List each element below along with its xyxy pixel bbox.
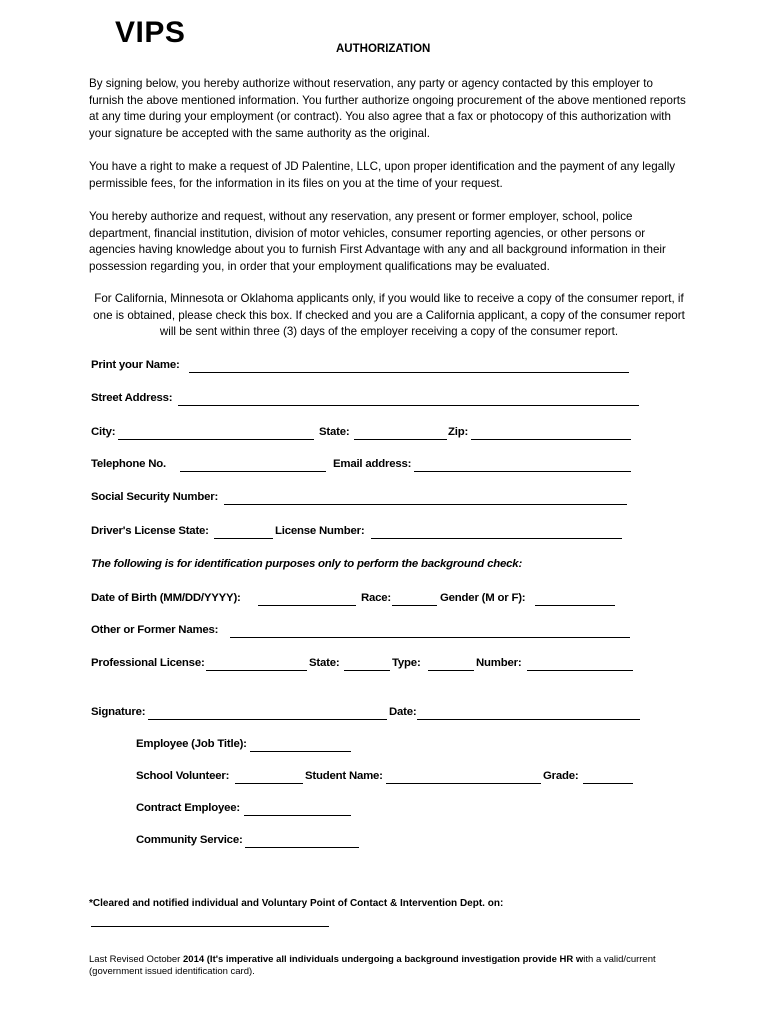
gender-label: Gender (M or F): [440, 592, 526, 604]
state-label: State: [319, 426, 350, 438]
dob-field[interactable] [258, 605, 356, 606]
vips-logo: VIPS [115, 16, 186, 49]
footer-text-bold: 2014 (It's imperative all individuals undergoing a background investigation provide HR w [183, 954, 584, 965]
employee-title-field[interactable] [250, 751, 351, 752]
professional-number-label: Number: [476, 657, 522, 669]
employee-title-label: Employee (Job Title): [136, 738, 247, 750]
revision-footer [89, 954, 669, 978]
professional-state-field[interactable] [344, 670, 390, 671]
dl-state-label: Driver's License State: [91, 525, 209, 537]
ssn-label: Social Security Number: [91, 491, 219, 503]
other-names-field[interactable] [230, 637, 630, 638]
license-number-field[interactable] [371, 538, 622, 539]
telephone-label: Telephone No. [91, 458, 167, 470]
page-title: AUTHORIZATION [336, 43, 431, 55]
footer-text-start: Last Revised October [89, 954, 183, 965]
other-names-label: Other or Former Names: [91, 624, 219, 636]
date-label: Date: [389, 706, 417, 718]
cleared-date-field[interactable] [91, 926, 329, 927]
professional-type-field[interactable] [428, 670, 474, 671]
email-field[interactable] [414, 471, 631, 472]
community-service-label: Community Service: [136, 834, 243, 846]
state-field[interactable] [354, 439, 447, 440]
professional-state-label: State: [309, 657, 340, 669]
contract-employee-label: Contract Employee: [136, 802, 240, 814]
identification-note: The following is for identification purposes only to perform the background check: [91, 558, 523, 570]
authorization-paragraph-3: You hereby authorize and request, without any reservation, any present or former employer, school, police department, financial institution, division of motor vehicles, consumer reporting agencies, or other persons or agencies having knowledge about you to furnish First Advantage with any and all background information in their possession regarding you, in order that your employment qualifications may be evaluated. [89, 210, 666, 273]
license-number-label: License Number: [275, 525, 365, 537]
city-label: City: [91, 426, 116, 438]
professional-license-label: Professional License: [91, 657, 205, 669]
student-name-field[interactable] [386, 783, 541, 784]
city-field[interactable] [118, 439, 314, 440]
date-field[interactable] [417, 719, 640, 720]
school-volunteer-field[interactable] [235, 783, 303, 784]
ssn-field[interactable] [224, 504, 627, 505]
telephone-field[interactable] [180, 471, 326, 472]
zip-label: Zip: [448, 426, 469, 438]
school-volunteer-label: School Volunteer: [136, 770, 230, 782]
print-name-label: Print your Name: [91, 359, 180, 371]
print-name-field[interactable] [189, 372, 629, 373]
authorization-paragraph-2: You have a right to make a request of JD Palentine, LLC, upon proper identification and the payment of any legally permissible fees, for the information in its files on you at the time of your request. [89, 160, 676, 190]
email-label: Email address: [333, 458, 412, 470]
cleared-note: *Cleared and notified individual and Voluntary Point of Contact & Intervention Dept. on: [89, 898, 504, 909]
race-label: Race: [361, 592, 392, 604]
professional-license-field[interactable] [206, 670, 307, 671]
grade-label: Grade: [543, 770, 579, 782]
grade-field[interactable] [583, 783, 633, 784]
signature-field[interactable] [148, 719, 387, 720]
student-name-label: Student Name: [305, 770, 383, 782]
professional-type-label: Type: [392, 657, 421, 669]
dob-label: Date of Birth (MM/DD/YYYY): [91, 592, 241, 604]
gender-field[interactable] [535, 605, 615, 606]
zip-field[interactable] [471, 439, 631, 440]
professional-number-field[interactable] [527, 670, 633, 671]
street-address-field[interactable] [178, 405, 639, 406]
signature-label: Signature: [91, 706, 146, 718]
race-field[interactable] [392, 605, 437, 606]
community-service-field[interactable] [245, 847, 359, 848]
dl-state-field[interactable] [214, 538, 273, 539]
street-address-label: Street Address: [91, 392, 173, 404]
authorization-paragraph-1: By signing below, you hereby authorize without reservation, any party or agency contacted by this employer to furnish the above mentioned information. You further authorize ongoing procurement of the above mentioned reports at any time during your employment (or contract). You also agree that a fax or photocopy of this authorization with your signature be accepted with the same authority as the original. [89, 77, 686, 140]
california-paragraph: For California, Minnesota or Oklahoma applicants only, if you would like to receive a copy of the consumer report, if one is obtained, please check this box. If checked and you are a California applicant, a copy of the consumer report will be sent within three (3) days of the employer receiving a copy of the consumer report. [93, 292, 685, 339]
contract-employee-field[interactable] [244, 815, 351, 816]
footer-text-end: ith a valid/current (government issued identification card). [89, 954, 656, 977]
